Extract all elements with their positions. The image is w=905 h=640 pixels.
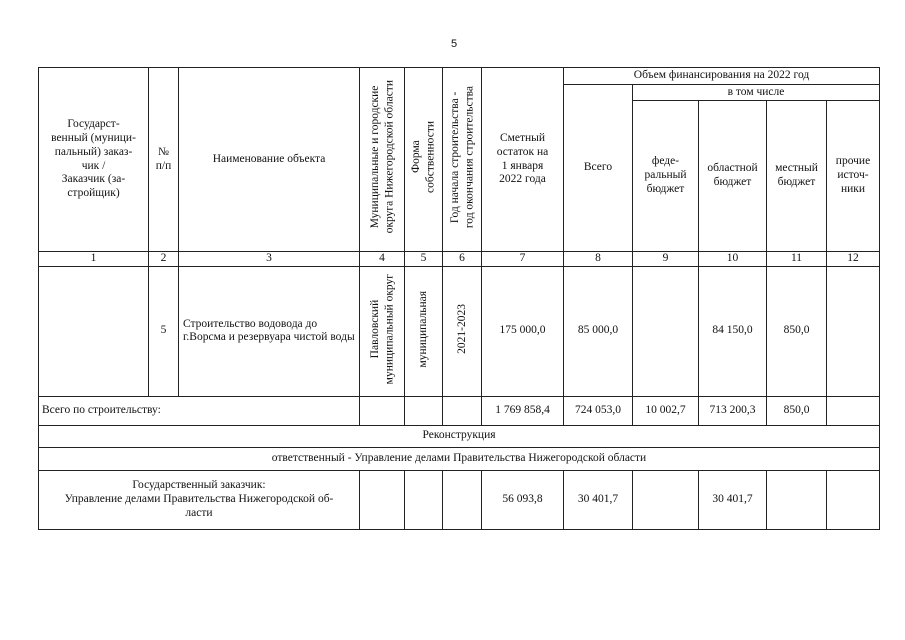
col-number: 7: [482, 252, 564, 267]
state-empty: [360, 470, 405, 529]
state-other: [827, 470, 880, 529]
total-row: [39, 396, 880, 425]
col-number: 10: [699, 252, 767, 267]
header-including: в том числе: [633, 85, 880, 101]
header-num: № п/п: [149, 68, 179, 252]
header-municipality-cell: [360, 68, 405, 252]
state-customer-label: Государственный заказчик: Управление делами Правительства Нижегородской об- ласти: [39, 470, 360, 529]
header-remaining: Сметный остаток на 1 января 2022 года: [482, 68, 564, 252]
section-title: Реконструкция: [39, 425, 880, 447]
object-regional: 84 150,0: [699, 266, 767, 396]
col-number: 11: [767, 252, 827, 267]
state-remaining: 56 093,8: [482, 470, 564, 529]
col-number: 2: [149, 252, 179, 267]
object-name: Строительство водовода до г.Ворсма и резервуара чистой воды: [179, 266, 360, 396]
object-row: [39, 266, 880, 396]
total-federal: 10 002,7: [633, 396, 699, 425]
col-number: 12: [827, 252, 880, 267]
col-number: 8: [564, 252, 633, 267]
total-other: [827, 396, 880, 425]
state-total: 30 401,7: [564, 470, 633, 529]
total-empty: [360, 396, 405, 425]
header-funding-volume: Объем финансирования на 2022 год: [564, 68, 880, 85]
header-local: местный бюджет: [767, 101, 827, 252]
col-number: 3: [179, 252, 360, 267]
object-ownership-cell: [405, 266, 443, 396]
object-federal: [633, 266, 699, 396]
object-num: 5: [149, 266, 179, 396]
header-ownership-cell: [405, 68, 443, 252]
total-total: 724 053,0: [564, 396, 633, 425]
col-number: 4: [360, 252, 405, 267]
state-local: [767, 470, 827, 529]
total-remaining: 1 769 858,4: [482, 396, 564, 425]
header-years-cell: [443, 68, 482, 252]
object-local: 850,0: [767, 266, 827, 396]
column-number-row: [39, 252, 880, 267]
col-number: 6: [443, 252, 482, 267]
state-empty: [443, 470, 482, 529]
object-other: [827, 266, 880, 396]
col-number: 1: [39, 252, 149, 267]
state-empty: [405, 470, 443, 529]
object-municipality: Павловский муниципальный округ: [368, 273, 395, 385]
object-total: 85 000,0: [564, 266, 633, 396]
responsible-line: ответственный - Управление делами Правительства Нижегородской области: [39, 447, 880, 470]
state-customer-row: [39, 470, 880, 529]
header-other: прочие источ- ники: [827, 101, 880, 252]
object-customer: [39, 266, 149, 396]
header-total: Всего: [564, 85, 633, 252]
object-years-cell: [443, 266, 482, 396]
funding-table: [38, 67, 880, 530]
total-regional: 713 200,3: [699, 396, 767, 425]
page-number: 5: [450, 38, 458, 50]
total-empty: [405, 396, 443, 425]
total-empty: [443, 396, 482, 425]
total-label: Всего по строительству:: [39, 396, 360, 425]
header-years: Год начала строительства - год окончания строительства: [448, 86, 475, 229]
state-regional: 30 401,7: [699, 470, 767, 529]
header-ownership: Форма собственности: [410, 121, 437, 194]
object-remaining: 175 000,0: [482, 266, 564, 396]
header-object-name: Наименование объекта: [179, 68, 360, 252]
header-customer: Государст- венный (муници- пальный) заказ- чик / Заказчик (за- стройщик): [39, 68, 149, 252]
col-number: 5: [405, 252, 443, 267]
state-federal: [633, 470, 699, 529]
object-municipality-cell: [360, 266, 405, 396]
object-ownership: муниципальная: [417, 290, 430, 368]
col-number: 9: [633, 252, 699, 267]
object-years: 2021-2023: [455, 303, 468, 354]
total-local: 850,0: [767, 396, 827, 425]
header-federal: феде- ральный бюджет: [633, 101, 699, 252]
header-regional: областной бюджет: [699, 101, 767, 252]
header-municipality: Муниципальные и городские округа Нижегородской области: [368, 80, 395, 234]
